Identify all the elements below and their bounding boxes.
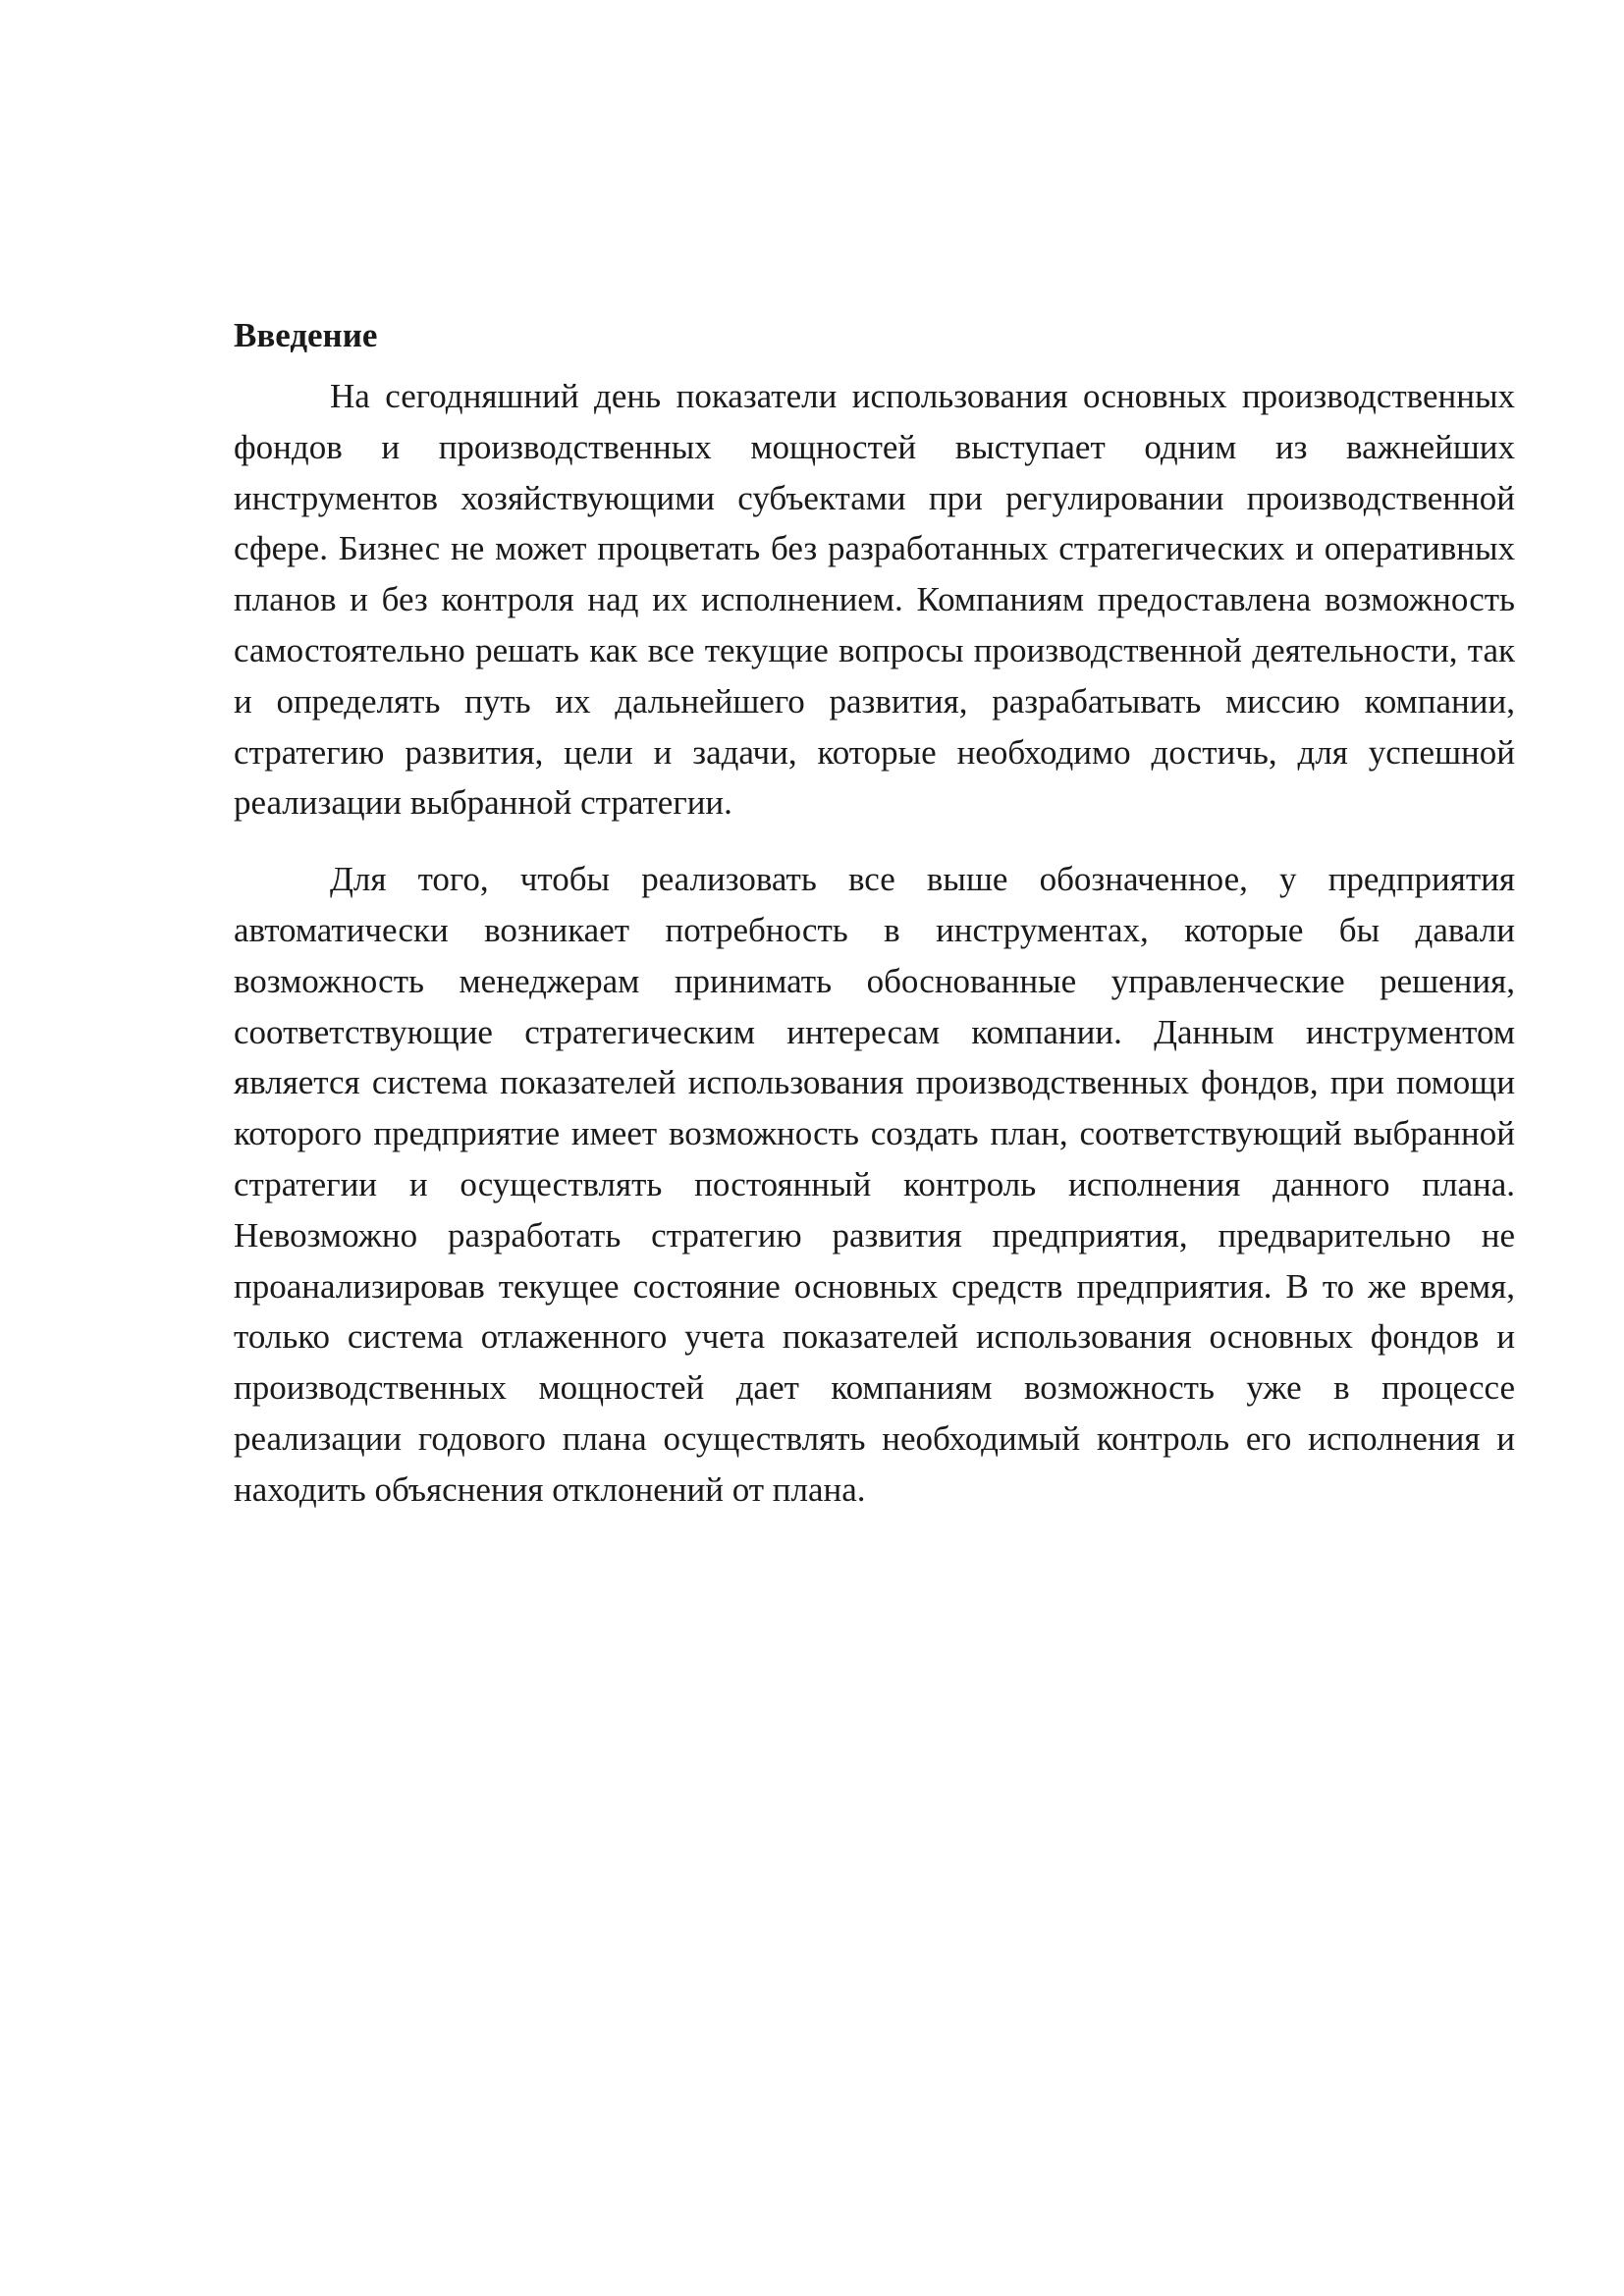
paragraph-2: Для того, чтобы реализовать все выше обозначенное, у предприятия автоматически возникает потребность в инструментах, которые бы давали возможность менеджерам принимать обоснованные управленческие решения, соответствующие стратегическим интересам компании. Данным инструментом является система показателей использования производственных фондов, при помощи которого предприятие имеет возможность создать план, соответствующий выбранной стратегии и осуществлять постоянный контроль исполнения данного плана. Невозможно разработать стратегию развития предприятия, предварительно не проанализировав текущее состояние основных средств предприятия. В то же время, только система отлаженного учета показателей использования основных фондов и производственных мощностей дает компаниям возможность уже в процессе реализации годового плана осуществлять необходимый контроль его исполнения и находить объяснения отклонений от плана.: [234, 860, 1515, 1509]
section-heading: Введение: [234, 316, 378, 354]
document-body: [234, 306, 1515, 1541]
paragraph-1: На сегодняшний день показатели использования основных производственных фондов и производственных мощностей выступает одним из важнейших инструментов хозяйствующими субъектами при регулировании производственной сфере. Бизнес не может процветать без разработанных стратегических и оперативных планов и без контроля над их исполнением. Компаниям предоставлена возможность самостоятельно решать как все текущие вопросы производственной деятельности, так и определять путь их дальнейшего развития, разрабатывать миссию компании, стратегию развития, цели и задачи, которые необходимо достичь, для успешной реализации выбранной стратегии.: [234, 377, 1515, 823]
